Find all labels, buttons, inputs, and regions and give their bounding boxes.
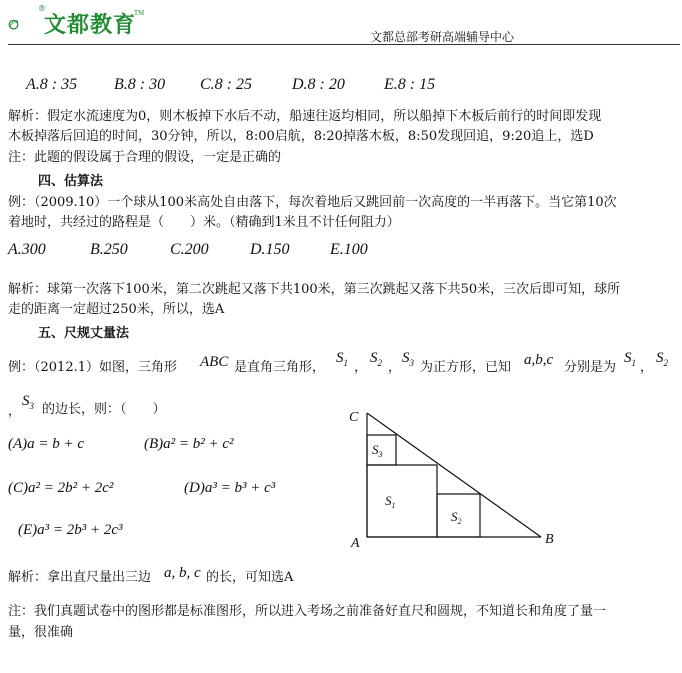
section5-q-comma3: ， bbox=[640, 360, 654, 375]
q1-option-a: A.8 : 35 bbox=[26, 76, 78, 93]
header-divider bbox=[8, 44, 680, 45]
square-s1-label: $S_1$ bbox=[385, 493, 396, 510]
square-s2-label: $S_2$ bbox=[451, 509, 462, 526]
section5-analysis-text: 解析：拿出直尺量出三边 bbox=[8, 570, 152, 585]
q1-analysis-line1: 解析：假定水流速度为0，则木板掉下水后不动，船速往返均相同，所以船掉下木板后前行的时间即发现 bbox=[8, 109, 602, 124]
section5-q-s3-b: $S_3$ bbox=[22, 393, 34, 411]
section5-q-s1-b: $S_1$ bbox=[624, 350, 636, 368]
section5-q-s2-b: $S_2$ bbox=[656, 350, 668, 368]
section4-option-b: B.250 bbox=[90, 241, 128, 258]
q1-option-d: D.8 : 20 bbox=[292, 76, 345, 93]
section5-note-line1: 注：我们真题试卷中的图形都是标准图形，所以进入考场之前准备好直尺和圆规，不知道长和角度了量一 bbox=[8, 604, 607, 619]
section5-q-s1: $S_1$ bbox=[336, 350, 348, 368]
section5-q-vars: a,b,c bbox=[524, 352, 554, 368]
q1-option-e: E.8 : 15 bbox=[384, 76, 436, 93]
section4-analysis-line2: 走的距离一定超过250米，所以，选A bbox=[8, 302, 225, 317]
section5-q-comma4: ， bbox=[8, 404, 22, 419]
section5-q-mid3: 分别是为 bbox=[564, 360, 617, 375]
triangle-squares-figure bbox=[345, 405, 565, 550]
q1-analysis-line2: 木板掉落后回追的时间，30分钟，所以，8:00启航，8:20掉落木板，8:50发现回追，9:20追上，选D bbox=[8, 129, 594, 144]
section4-option-c: C.200 bbox=[170, 241, 209, 258]
section5-q-tail: 的边长，则：（ ） bbox=[42, 402, 166, 417]
square-s1 bbox=[367, 465, 437, 537]
section4-analysis-line1: 解析：球第一次落下100米，第二次跳起又落下共100米，第三次跳起又落下共50米，三次后即可知，球所 bbox=[8, 282, 621, 297]
section4-option-d: D.150 bbox=[250, 241, 290, 258]
section5-option-c: (C)a² = 2b² + 2c² bbox=[8, 480, 114, 496]
section5-option-e: (E)a³ = 2b³ + 2c³ bbox=[18, 522, 123, 538]
q1-note: 注：此题的假设属于合理的假设，一定是正确的 bbox=[8, 150, 282, 165]
section5-q-comma1: ， bbox=[354, 360, 368, 375]
section5-option-a: (A)a = b + c bbox=[8, 436, 85, 452]
section5-analysis-tail: 的长，可知选A bbox=[206, 570, 294, 585]
section5-q-comma2: ， bbox=[388, 360, 402, 375]
q1-option-b: B.8 : 30 bbox=[114, 76, 166, 93]
vertex-b-label: B bbox=[545, 532, 554, 547]
section5-option-d: (D)a³ = b³ + c³ bbox=[184, 480, 276, 496]
section4-question-line2: 着地时，共经过的路程是（ ）米。（精确到1米且不计任何阻力） bbox=[8, 215, 400, 230]
logo-reg-mark: ® bbox=[38, 4, 46, 13]
section5-q-mid1: 是直角三角形， bbox=[234, 360, 326, 375]
square-s3-label: $S_3$ bbox=[372, 442, 383, 459]
section5-q-abc: ABC bbox=[200, 354, 229, 370]
header-org: 文都总部考研高端辅导中心 bbox=[370, 30, 515, 44]
section4-title: 四、估算法 bbox=[38, 174, 104, 189]
section4-option-e: E.100 bbox=[330, 241, 368, 258]
section4-option-a: A.300 bbox=[8, 241, 46, 258]
section4-question-line1: 例：（2009.10）一个球从100米高处自由落下，每次着地后又跳回前一次高度的一半再落下。当它第10次 bbox=[8, 195, 617, 210]
logo-tm-mark: TM bbox=[134, 10, 145, 17]
section5-q-prefix: 例：（2012.1）如图，三角形 bbox=[8, 360, 177, 375]
section5-option-b: (B)a² = b² + c² bbox=[144, 436, 234, 452]
logo-text: 文都教育 bbox=[44, 13, 137, 38]
section5-q-s2: $S_2$ bbox=[370, 350, 382, 368]
section5-analysis-vars: a, b, c bbox=[164, 565, 201, 581]
square-s2 bbox=[437, 494, 480, 537]
section5-q-s3: $S_3$ bbox=[402, 350, 414, 368]
q1-option-c: C.8 : 25 bbox=[200, 76, 252, 93]
section5-q-mid2: 为正方形，已知 bbox=[420, 360, 512, 375]
vertex-a-label: A bbox=[351, 536, 360, 550]
section5-title: 五、尺规丈量法 bbox=[38, 326, 130, 341]
vertex-c-label: C bbox=[349, 410, 359, 425]
section5-note-line2: 量，很准确 bbox=[8, 625, 74, 640]
